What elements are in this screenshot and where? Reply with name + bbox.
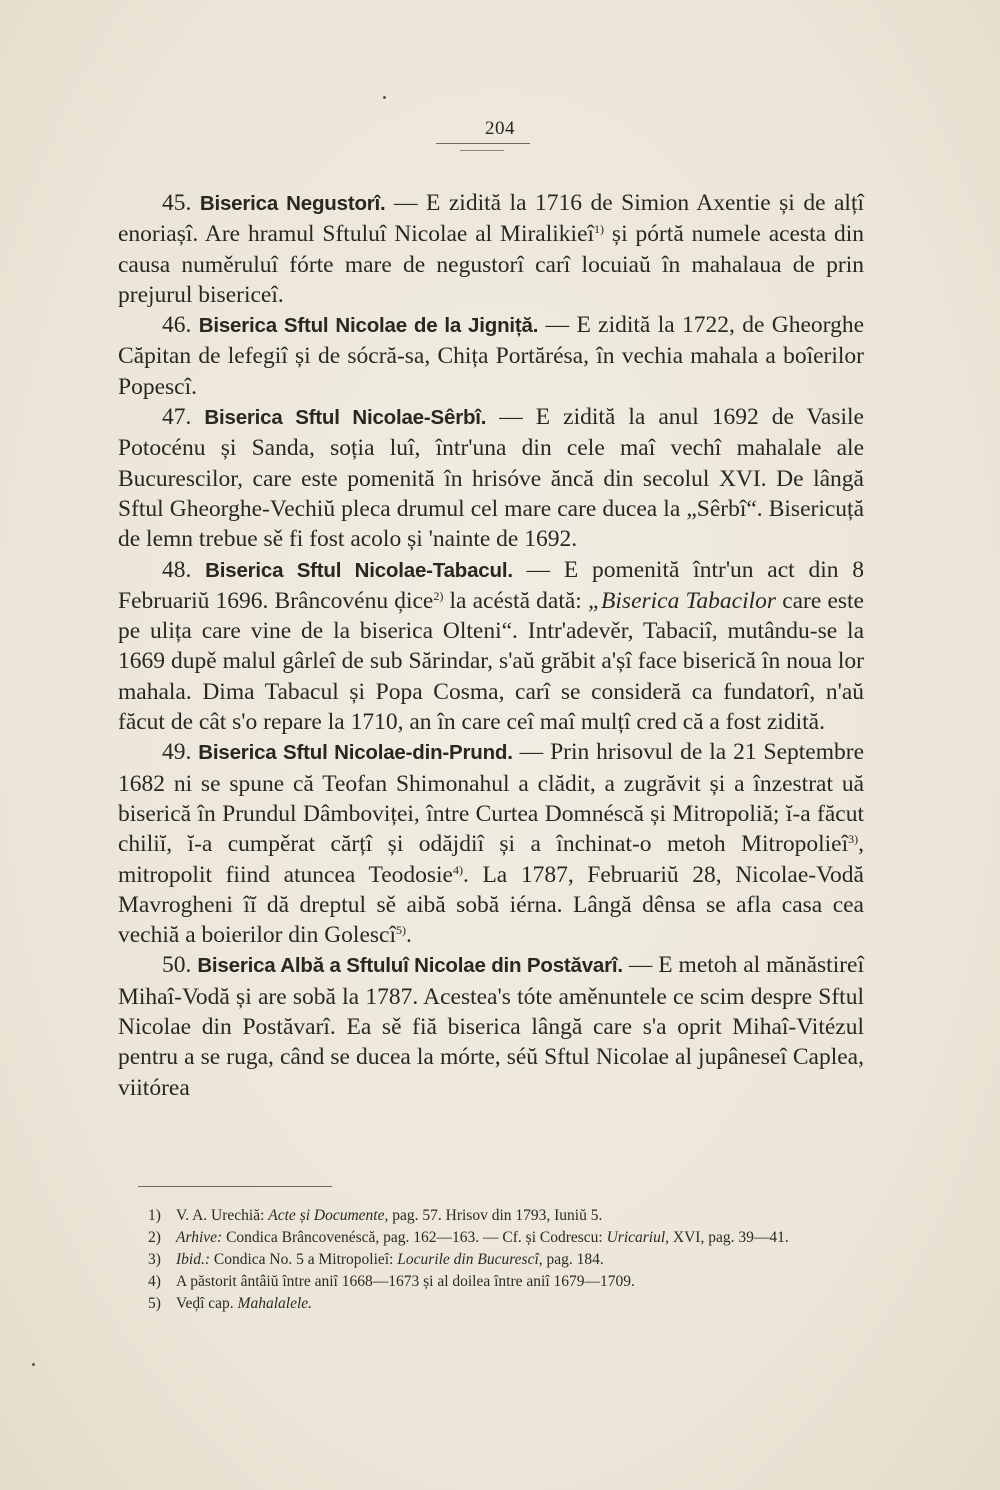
paragraph-48	[118, 555, 864, 738]
entry-quote-italic: „Biserica Tabacilor	[587, 587, 777, 614]
footnote-text: A păstorit ântâiŭ între aniî 1668—1673 și al doilea între aniî 1679—1709.	[176, 1273, 635, 1290]
footnote-text: V. A. Urechiă:	[176, 1207, 269, 1224]
paragraph-50	[118, 950, 864, 1102]
entry-text: — Prin hrisovul de la 21 Septembre 1682 ni se spune că Teofan Shimonahul a clădit, a zugrăvit și a înzestrat uă biserică în Prundul Dâmboviței, între Curtea Domnéscă și Mitropoliă; ĭ-a făcut chiliĭ, ĭ-a cumpěrat cărțî și odăjdiî și a închinat-o metoh Mitropolieî	[118, 739, 865, 858]
entry-text: — E metoh al mănăstireî Mihaî-Vodă și are sobă la 1787. Acestea's tóte aměnuntele ce scim despre Sftul Nicolae din Postăvarî. Ea sě fiă biserica lângă care s'a oprit Mihaî-Vitézul pentru a se ruga, când se ducea la mórte, séŭ Sftul Nicolae al jupâneseî Caplea, viitórea	[118, 952, 865, 1101]
footnotes	[148, 1205, 868, 1315]
footnote-text: pag. 57. Hrisov din 1793, Iuniŭ 5.	[388, 1207, 603, 1224]
main-text	[118, 188, 864, 1103]
entry-text-cont: . La 1787, Februariŭ 28, Nicolae-Vodă Mavrogheni îĭ dă dreptul sě aibă sobă iérna. Lângă dênsa se afla casa cea vechiă a boierilor din Golescî	[118, 861, 864, 949]
footnote-italic: Mahalalele.	[237, 1295, 313, 1312]
footnote-ref: 4)	[452, 862, 463, 877]
footnote-number: 5)	[148, 1295, 161, 1312]
paper-speck	[383, 96, 386, 99]
footnote-italic: Arhive:	[176, 1229, 223, 1246]
footnote-italic: Acte și Documente,	[268, 1207, 389, 1224]
footnote-3	[148, 1249, 868, 1271]
entry-heading: Biserica Negustorî.	[199, 192, 386, 215]
footnote-text: Veḑî cap.	[176, 1295, 238, 1312]
entry-text-cont: la acéstă dată:	[443, 587, 588, 614]
footnote-5	[148, 1293, 868, 1315]
entry-number: 48.	[162, 556, 192, 583]
page-number-rule-short	[460, 150, 504, 151]
entry-heading: Biserica Sftul Nicolae-Sêrbî.	[204, 406, 487, 430]
page-number: 204	[485, 118, 515, 139]
footnote-number: 4)	[148, 1273, 161, 1290]
footnote-number: 1)	[148, 1207, 161, 1224]
footnote-4	[148, 1271, 868, 1293]
entry-number: 46.	[162, 312, 192, 339]
paragraph-46	[118, 310, 864, 402]
entry-number: 47.	[162, 404, 192, 431]
footnote-italic: Uricariul,	[606, 1229, 670, 1246]
footnote-text: Condica Brâncovenéscă, pag. 162—163. — Cf. și Codrescu:	[222, 1229, 607, 1246]
entry-text: — E zidită la anul 1692 de Vasile Potocénu și Sanda, soția luî, într'una din cele maî vechî mahalale ale Bucurescilor, care este pomenită în hrisóve ăncă din secolul XVI. De lângă Sftul Gheorghe-Vechiŭ pleca drumul cel mare care ducea la „Sêrbî“. Bisericuță de lemn trebue sě fi fost acolo și 'nainte de 1692.	[118, 404, 864, 553]
entry-text: — E zidită la 1722, de Gheorghe Căpitan de lefegiî și de sócră-sa, Chița Portărésa, în vechia mahala a boîerilor Popescî.	[118, 312, 865, 400]
entry-number: 49.	[162, 739, 192, 766]
paper-speck	[32, 1363, 35, 1366]
footnote-ref: 5)	[395, 923, 406, 938]
entry-text-cont: .	[405, 922, 412, 949]
footnote-number: 3)	[148, 1251, 161, 1268]
entry-text-cont: și pórtă numele acesta din causa numěruluî fórte mare de negustorî carî locuiaŭ în mahalaua de prin prejurul bisericeî.	[118, 221, 865, 308]
entry-number: 45.	[162, 190, 192, 216]
entry-text-cont: , mitropolit fiind atuncea Teodosie	[118, 831, 864, 888]
paragraph-49	[118, 737, 864, 950]
entry-heading: Biserica Sftul Nicolae-din-Prund.	[198, 741, 513, 765]
footnote-ref: 1)	[594, 222, 605, 237]
entry-text-cont: care este pe ulița care vine de la biserica Olteni“. Intr'adevěr, Tabaciî, mutându-se la 1669 dupě malul gârleî de sub Sărindar, s'aŭ grăbit a'șî face biserică în noua lor mahala. Dima Tabacul și Popa Cosma, carî se consideră ca fundatorî, n'aŭ făcut de cât s'o repare la 1710, an în care ceî maî mulțî cred că a fost zidită.	[118, 587, 864, 736]
footnote-ref: 2)	[433, 588, 444, 603]
paragraph-45	[118, 188, 864, 310]
footnote-italic: Locurile din Bucurescî,	[397, 1251, 543, 1268]
page-number-rule	[436, 143, 530, 144]
entry-heading: Biserica Sftul Nicolae-Tabacul.	[205, 558, 513, 582]
paragraph-47	[118, 402, 864, 554]
entry-text: — E zidită la 1716 de Simion Axentie și de alțî enoriașî. Are hramul Sftuluî Nicolae al Miralikieî	[118, 190, 865, 248]
footnote-text: pag. 184.	[542, 1251, 604, 1268]
entry-number: 50.	[162, 952, 192, 979]
footnote-ref: 3)	[848, 832, 859, 847]
footnote-italic: Ibid.:	[176, 1251, 211, 1268]
footnote-text: XVI, pag. 39—41.	[669, 1229, 789, 1246]
entry-text: — E pomenită într'un act din 8 Februariŭ 1696. Brâncovénu ḑice	[118, 556, 865, 614]
footnote-text: Condica No. 5 a Mitropolieî:	[210, 1251, 398, 1268]
entry-heading: Biserica Sftul Nicolae de la Jigniță.	[198, 314, 539, 338]
entry-heading: Biserica Albă a Sftuluî Nicolae din Postăvarî.	[197, 954, 623, 978]
footnote-2	[148, 1227, 868, 1249]
footnote-number: 2)	[148, 1229, 161, 1246]
footnote-1	[148, 1205, 868, 1227]
footnote-rule	[138, 1186, 332, 1187]
